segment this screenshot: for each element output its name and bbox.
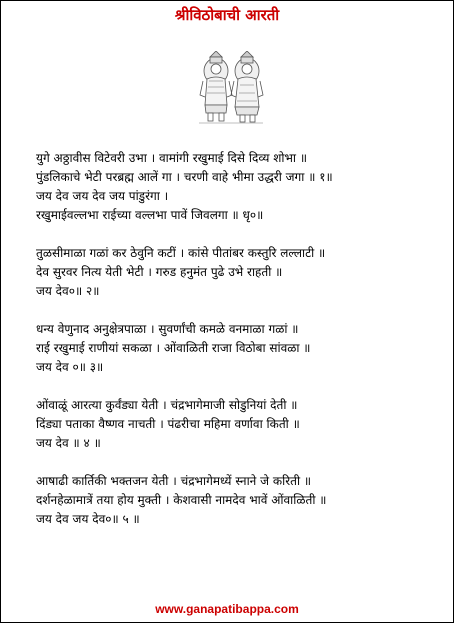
verse-line: ओंवाळूं आरत्या कुर्वंड्या येती । चंद्रभागेमाजी सोडुनियां देती ॥: [36, 398, 298, 412]
stanza-4: [36, 396, 448, 453]
page-title: श्रीविठोबाची आरती: [174, 6, 280, 24]
stanza-2: [36, 244, 448, 301]
verse-line: आषाढी कार्तिकी भक्तजन येती । चंद्रभागेमध्यें स्नाने जे करिती ॥: [36, 474, 312, 488]
refrain-line: रखुमाईवल्लभा राईच्या वल्लभा पावें जिवलगा ॥ धृ०॥: [36, 208, 264, 222]
verse-line: पुंडलिकाचे भेटी परब्रह्म आलें गा । चरणी वाहे भीमा उद्धरी जगा ॥ १॥: [36, 170, 333, 184]
refrain-line: जय देव ०॥ ३॥: [36, 360, 104, 374]
vitthal-rakhumai-illustration: [191, 51, 271, 125]
refrain-line: जय देव जय देव जय पांडुरंगा ।: [36, 189, 169, 203]
verse-line: धन्य वेणुनाद अनुक्षेत्रपाळा । सुवर्णांची कमळे वनमाळा गळां ॥: [36, 322, 299, 336]
stanza-1: [36, 149, 448, 225]
refrain-line: जय देव जय देव०॥ ५ ॥: [36, 512, 140, 526]
verse-line: देव सुरवर नित्य येती भेटी । गरुड हनुमंत पुढे उभे राहती ॥: [36, 265, 283, 279]
refrain-line: जय देव ॥ ४ ॥: [36, 436, 101, 450]
verse-line: राई रखुमाई राणीयां सकळा । ओंवाळिती राजा विठोबा सांवळा ॥: [36, 341, 311, 355]
verse-line: युगे अठ्ठावीस विटेवरी उभा । वामांगी रखुमाई दिसे दिव्य शोभा ॥: [36, 151, 308, 165]
verse-line: दर्शनहेळामात्रें तया होय मुक्ती । केशवासी नामदेव भावें ओंवाळिती ॥: [36, 493, 327, 507]
refrain-line: जय देव०॥ २॥: [36, 284, 100, 298]
verse-line: तुळसीमाळा गळां कर ठेवुनि कटीं । कांसे पीतांबर कस्तुरि लल्लाटी ॥: [36, 246, 326, 260]
website-link[interactable]: www.ganapatibappa.com: [155, 602, 299, 616]
verse-line: दिंड्या पताका वैष्णव नाचती । पंढरीचा महिमा वर्णावा किती ॥: [36, 417, 300, 431]
aarti-text: [36, 149, 448, 548]
stanza-3: [36, 320, 448, 377]
stanza-5: [36, 472, 448, 529]
